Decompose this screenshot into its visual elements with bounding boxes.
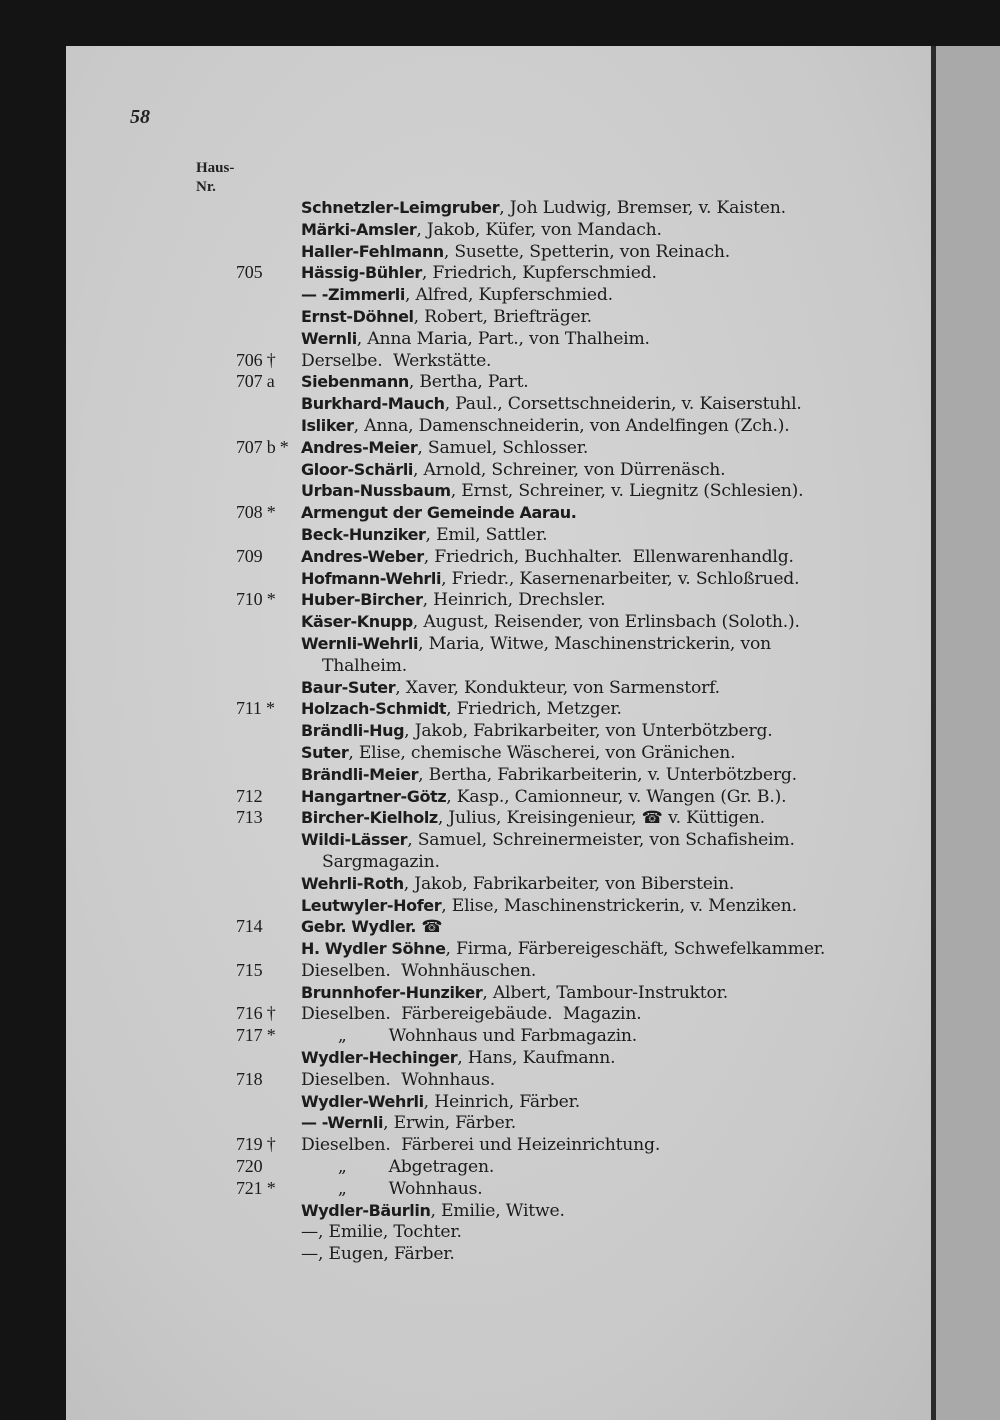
entry-details: , Albert, Tambour-Instruktor. bbox=[482, 982, 729, 1003]
entry-details: —, Eugen, Färber. bbox=[301, 1244, 455, 1265]
listing-row bbox=[236, 546, 876, 568]
house-number-header bbox=[196, 159, 234, 197]
entry-details: Dieselben. Färberei und Heizeinrichtung. bbox=[301, 1135, 661, 1156]
entry-text bbox=[301, 284, 613, 307]
entry-text bbox=[301, 611, 800, 634]
resident-name: Brändli-Hug bbox=[301, 721, 405, 741]
entry-text bbox=[301, 568, 799, 591]
entry-text bbox=[301, 328, 650, 351]
listing-row bbox=[236, 393, 876, 415]
entry-details: , Samuel, Schlosser. bbox=[417, 437, 589, 458]
house-number: 717 * bbox=[236, 1025, 276, 1046]
resident-name: Siebenmann bbox=[301, 372, 409, 392]
resident-name: Holzach-Schmidt bbox=[301, 699, 447, 719]
entry-details: , Anna, Damenschneiderin, von Andelfingen (Zch.). bbox=[353, 415, 790, 436]
entry-text bbox=[301, 807, 765, 830]
entry-text bbox=[301, 1025, 637, 1048]
entry-details: , Anna Maria, Part., von Thalheim. bbox=[356, 328, 650, 349]
listing-row bbox=[236, 720, 876, 742]
resident-name: H. Wydler Söhne bbox=[301, 939, 446, 959]
entry-text bbox=[301, 241, 730, 264]
listing-row bbox=[236, 197, 876, 219]
listing-row bbox=[236, 677, 876, 699]
listing-row bbox=[236, 1112, 876, 1134]
listing-row bbox=[236, 916, 876, 938]
entry-text bbox=[301, 1178, 483, 1201]
entry-details: , Arnold, Schreiner, von Dürrenäsch. bbox=[413, 459, 726, 480]
house-number: 713 bbox=[236, 807, 263, 828]
entry-details: , Xaver, Kondukteur, von Sarmenstorf. bbox=[395, 677, 720, 698]
resident-name: Brunnhofer-Hunziker bbox=[301, 982, 483, 1002]
entry-text bbox=[301, 524, 547, 547]
house-number: 718 bbox=[236, 1068, 263, 1089]
listing-row bbox=[236, 219, 876, 241]
entry-details: , Jakob, Fabrikarbeiter, von Unterbötzberg. bbox=[404, 721, 773, 742]
entry-text bbox=[301, 633, 771, 656]
listing-row bbox=[236, 873, 876, 895]
entry-text bbox=[301, 262, 657, 285]
entry-text bbox=[301, 960, 536, 983]
entry-details: , Robert, Briefträger. bbox=[413, 306, 592, 327]
resident-name: Urban-Nussbaum bbox=[301, 481, 451, 501]
listing-row bbox=[236, 415, 876, 437]
entry-details: , Samuel, Schreinermeister, von Schafisheim. bbox=[407, 830, 795, 851]
resident-name: Haller-Fehlmann bbox=[301, 241, 444, 261]
resident-name: Suter bbox=[301, 742, 349, 762]
entry-details: , Friedrich, Metzger. bbox=[446, 699, 622, 720]
listing-row bbox=[236, 698, 876, 720]
listing-row bbox=[236, 611, 876, 633]
entry-details: , Friedrich, Buchhalter. Ellenwarenhandlg. bbox=[423, 546, 794, 567]
entry-details: , Joh Ludwig, Bremser, v. Kaisten. bbox=[499, 198, 786, 218]
entry-text bbox=[301, 1003, 642, 1026]
entry-details: , Heinrich, Drechsler. bbox=[422, 590, 606, 611]
entry-details: Dieselben. Färbereigebäude. Magazin. bbox=[301, 1004, 642, 1025]
resident-name: Huber-Bircher bbox=[301, 590, 423, 610]
resident-name: Wehrli-Roth bbox=[301, 873, 404, 893]
entry-details: —, Emilie, Tochter. bbox=[301, 1222, 462, 1243]
entry-details: , Ernst, Schreiner, v. Liegnitz (Schlesien). bbox=[450, 481, 804, 502]
entry-text bbox=[301, 938, 825, 961]
house-number: 712 bbox=[236, 785, 263, 806]
listing-row bbox=[236, 851, 876, 873]
resident-name: Armengut der Gemeinde Aarau. bbox=[301, 503, 577, 523]
entry-text bbox=[301, 1091, 580, 1114]
resident-name: — -Zimmerli bbox=[301, 285, 405, 305]
listing-row bbox=[236, 1178, 876, 1200]
house-number: 707 a bbox=[236, 371, 275, 392]
listing-row bbox=[236, 1243, 876, 1265]
listing-row bbox=[236, 1003, 876, 1025]
resident-name: Gebr. Wydler. bbox=[301, 917, 417, 937]
entry-text bbox=[301, 1243, 455, 1266]
entry-details: , Emilie, Witwe. bbox=[430, 1200, 565, 1221]
entry-text bbox=[301, 1069, 495, 1092]
entry-details: , Friedr., Kasernenarbeiter, v. Schloßrued. bbox=[441, 568, 800, 589]
listing-row bbox=[236, 982, 876, 1004]
listing-row bbox=[236, 633, 876, 655]
listing-row bbox=[236, 1091, 876, 1113]
entry-details: , Susette, Spetterin, von Reinach. bbox=[443, 241, 731, 262]
house-number: 716 † bbox=[236, 1003, 276, 1024]
header-line-1: Haus- bbox=[196, 160, 235, 176]
entry-text bbox=[301, 197, 786, 220]
resident-name: Bircher-Kielholz bbox=[301, 808, 438, 828]
house-number: 721 * bbox=[236, 1177, 276, 1198]
entry-text bbox=[301, 219, 662, 242]
resident-name: Schnetzler-Leimgruber bbox=[301, 198, 500, 217]
resident-name: Käser-Knupp bbox=[301, 612, 413, 632]
resident-name: Wernli bbox=[301, 328, 357, 348]
listing-row bbox=[236, 1221, 876, 1243]
page-number: 58 bbox=[130, 106, 150, 128]
entry-text bbox=[301, 589, 605, 612]
entry-details: Derselbe. Werkstätte. bbox=[301, 350, 492, 371]
entry-details: , Jakob, Fabrikarbeiter, von Biberstein. bbox=[403, 873, 735, 894]
entry-details: Thalheim. bbox=[322, 655, 407, 676]
listing-row bbox=[236, 480, 876, 502]
resident-name: Märki-Amsler bbox=[301, 219, 417, 239]
entry-text bbox=[301, 829, 795, 852]
header-line-2: Nr. bbox=[196, 179, 216, 195]
entry-details: , Emil, Sattler. bbox=[425, 524, 548, 545]
entry-text bbox=[301, 437, 588, 460]
listing-row bbox=[236, 807, 876, 829]
entry-details: , Maria, Witwe, Maschinenstrickerin, von bbox=[418, 633, 771, 654]
entry-text bbox=[301, 698, 622, 721]
listing-row bbox=[236, 328, 876, 350]
listing-row bbox=[236, 306, 876, 328]
entry-details: , August, Reisender, von Erlinsbach (Soloth.). bbox=[412, 612, 800, 633]
entry-text bbox=[301, 982, 728, 1005]
resident-name: Wydler-Wehrli bbox=[301, 1091, 424, 1111]
resident-name: Wildi-Lässer bbox=[301, 830, 408, 850]
house-number: 715 bbox=[236, 959, 263, 980]
entry-text bbox=[301, 895, 797, 918]
entry-details: , Kasp., Camionneur, v. Wangen (Gr. B.). bbox=[446, 786, 787, 807]
entry-text bbox=[301, 1200, 565, 1223]
listing-row bbox=[236, 502, 876, 524]
resident-name: Hofmann-Wehrli bbox=[301, 568, 442, 588]
listing-row bbox=[236, 1069, 876, 1091]
resident-name: Andres-Weber bbox=[301, 546, 424, 566]
listing-row bbox=[236, 960, 876, 982]
entry-text bbox=[301, 1112, 516, 1135]
listing-row bbox=[236, 350, 876, 372]
resident-name: Wernli-Wehrli bbox=[301, 633, 419, 653]
entry-text bbox=[301, 371, 529, 394]
entry-details: , Hans, Kaufmann. bbox=[457, 1048, 616, 1069]
house-number: 709 bbox=[236, 545, 263, 566]
entry-details: , Alfred, Kupferschmied. bbox=[404, 285, 613, 306]
entry-details: „ Wohnhaus und Farbmagazin. bbox=[301, 1026, 638, 1047]
listing-row bbox=[236, 1200, 876, 1222]
listing-row bbox=[236, 459, 876, 481]
resident-name: Baur-Suter bbox=[301, 677, 396, 697]
entry-text bbox=[301, 742, 735, 765]
entry-text bbox=[301, 459, 725, 482]
resident-name: Beck-Hunziker bbox=[301, 524, 426, 544]
entry-text bbox=[301, 764, 797, 787]
listing-row bbox=[236, 371, 876, 393]
entry-details: , Firma, Färbereigeschäft, Schwefelkammer. bbox=[445, 939, 826, 960]
entry-text bbox=[301, 502, 576, 525]
listing-row bbox=[236, 1047, 876, 1069]
listing-row bbox=[236, 742, 876, 764]
listing-row bbox=[236, 262, 876, 284]
facing-page-edge bbox=[936, 46, 1000, 1420]
listing-row bbox=[236, 1134, 876, 1156]
entry-text bbox=[301, 1134, 660, 1157]
house-number: 720 bbox=[236, 1156, 263, 1177]
resident-name: Ernst-Döhnel bbox=[301, 306, 414, 326]
resident-name: Wydler-Bäurlin bbox=[301, 1200, 431, 1220]
entry-details: , Erwin, Färber. bbox=[383, 1113, 516, 1134]
resident-name: Isliker bbox=[301, 415, 354, 435]
entry-details: , Bertha, Fabrikarbeiterin, v. Unterbötzberg. bbox=[418, 764, 797, 785]
listing-row bbox=[236, 764, 876, 786]
resident-name: Leutwyler-Hofer bbox=[301, 895, 442, 915]
entry-details: Dieselben. Wohnhaus. bbox=[301, 1069, 496, 1090]
entry-text bbox=[322, 655, 407, 678]
entry-text bbox=[301, 393, 802, 416]
house-number: 710 * bbox=[236, 589, 276, 610]
listing-row bbox=[236, 241, 876, 263]
entry-details: , Julius, Kreisingenieur, ☎ v. Küttigen. bbox=[437, 808, 765, 829]
entry-details: „ Abgetragen. bbox=[301, 1157, 495, 1178]
entry-details: , Paul., Corsettschneiderin, v. Kaiserstuhl. bbox=[444, 394, 802, 415]
entry-details: , Heinrich, Färber. bbox=[423, 1091, 581, 1112]
listing-row bbox=[236, 938, 876, 960]
entry-details: , Jakob, Küfer, von Mandach. bbox=[416, 219, 662, 240]
listing-row bbox=[236, 1025, 876, 1047]
listing-row bbox=[236, 786, 876, 808]
entry-details: , Friedrich, Kupferschmied. bbox=[421, 263, 657, 284]
resident-name: Hangartner-Götz bbox=[301, 786, 447, 806]
entry-text bbox=[301, 720, 773, 743]
entry-details: Dieselben. Wohnhäuschen. bbox=[301, 960, 537, 981]
entry-text bbox=[322, 851, 440, 874]
resident-name: — -Wernli bbox=[301, 1113, 384, 1133]
listing-row bbox=[236, 829, 876, 851]
listing-row bbox=[236, 589, 876, 611]
entry-text bbox=[301, 1156, 494, 1179]
address-listing bbox=[236, 197, 876, 1265]
entry-details: „ Wohnhaus. bbox=[301, 1178, 483, 1199]
listing-row bbox=[236, 655, 876, 677]
entry-text bbox=[301, 480, 803, 503]
entry-text bbox=[301, 350, 491, 373]
house-number: 711 * bbox=[236, 698, 275, 719]
resident-name: Brändli-Meier bbox=[301, 764, 419, 784]
listing-row bbox=[236, 895, 876, 917]
entry-text bbox=[301, 1047, 615, 1070]
entry-details: , Elise, Maschinenstrickerin, v. Menziken. bbox=[441, 895, 797, 916]
resident-name: Gloor-Schärli bbox=[301, 459, 413, 479]
entry-details: , Bertha, Part. bbox=[408, 372, 529, 393]
entry-text bbox=[301, 1221, 462, 1244]
entry-details: , Elise, chemische Wäscherei, von Gränichen. bbox=[348, 742, 736, 763]
resident-name: Hässig-Bühler bbox=[301, 263, 422, 283]
resident-name: Wydler-Hechinger bbox=[301, 1048, 458, 1068]
resident-name: Burkhard-Mauch bbox=[301, 394, 445, 414]
entry-details: Sargmagazin. bbox=[322, 851, 440, 872]
entry-details: ☎ bbox=[416, 917, 443, 938]
house-number: 705 bbox=[236, 262, 263, 283]
listing-row bbox=[236, 1156, 876, 1178]
entry-text bbox=[301, 916, 443, 939]
house-number: 714 bbox=[236, 916, 263, 937]
entry-text bbox=[301, 786, 786, 809]
listing-row bbox=[236, 524, 876, 546]
house-number: 706 † bbox=[236, 349, 276, 370]
listing-row bbox=[236, 568, 876, 590]
entry-text bbox=[301, 677, 720, 700]
resident-name: Andres-Meier bbox=[301, 437, 418, 457]
house-number: 719 † bbox=[236, 1134, 276, 1155]
listing-row bbox=[236, 437, 876, 459]
listing-row bbox=[236, 284, 876, 306]
entry-text bbox=[301, 873, 734, 896]
entry-text bbox=[301, 306, 592, 329]
entry-text bbox=[301, 415, 790, 438]
entry-text bbox=[301, 546, 794, 569]
house-number: 707 b * bbox=[236, 436, 289, 457]
house-number: 708 * bbox=[236, 502, 276, 523]
